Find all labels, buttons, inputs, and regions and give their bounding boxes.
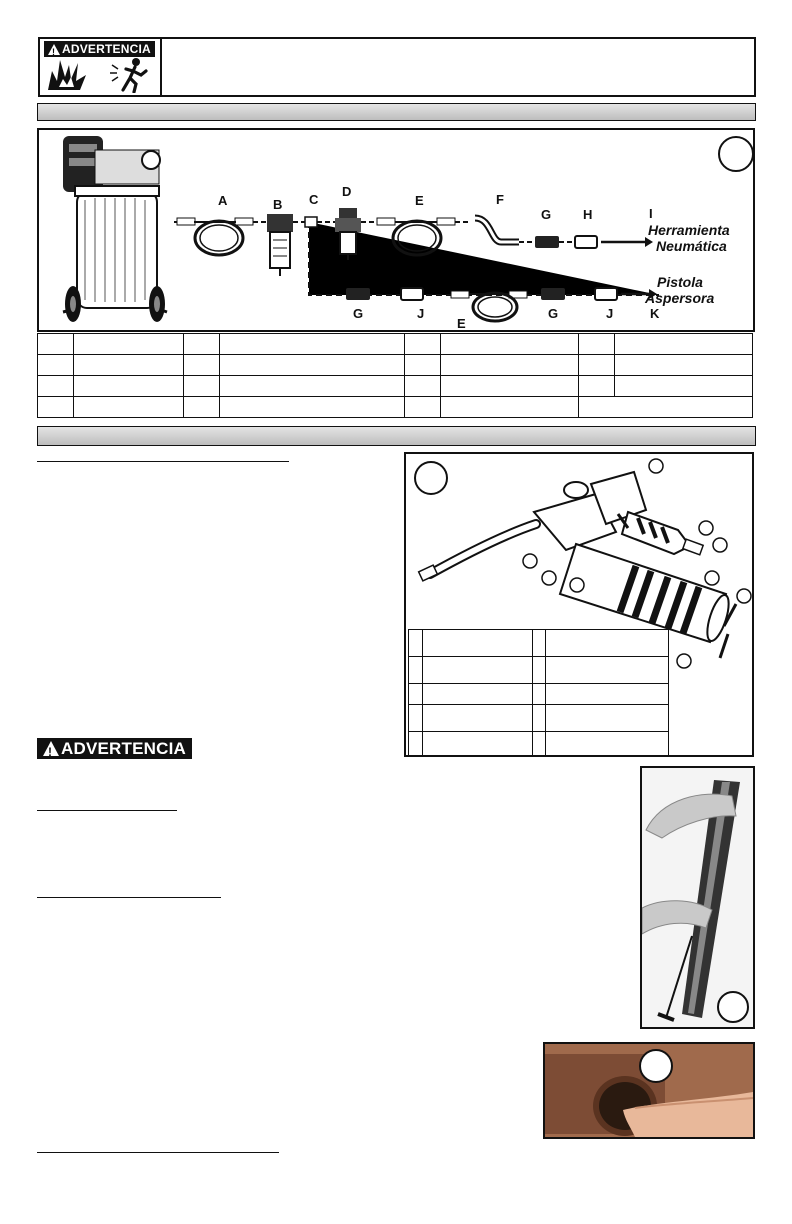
warning-badge bbox=[44, 41, 155, 57]
grease-gun-figure-box bbox=[404, 452, 754, 757]
table-row bbox=[409, 732, 669, 757]
table-row bbox=[38, 397, 753, 418]
table-row bbox=[409, 630, 669, 657]
pneumatic-tool-label-line-1: Herramienta bbox=[648, 222, 730, 238]
pneumatic-tool-label bbox=[648, 222, 730, 254]
warning-triangle-icon bbox=[48, 44, 60, 55]
table-row bbox=[409, 684, 669, 705]
plug-h-drawing bbox=[575, 236, 597, 248]
hose-a-drawing bbox=[174, 218, 253, 255]
pneumatic-tool-label-line-2: Neumática bbox=[656, 238, 727, 254]
warning-badge-text: ADVERTENCIA bbox=[62, 42, 151, 56]
spray-gun-label-line-1: Pistola bbox=[657, 274, 703, 290]
table-row bbox=[38, 334, 753, 355]
table-row bbox=[409, 705, 669, 732]
loading-photo-callout-circle bbox=[717, 991, 749, 1023]
label-e-bottom: E bbox=[457, 316, 466, 331]
table-row bbox=[38, 376, 753, 397]
label-h: H bbox=[583, 207, 593, 222]
tube-photo bbox=[543, 1042, 755, 1139]
label-f: F bbox=[496, 192, 504, 207]
label-k: K bbox=[650, 306, 660, 321]
table-row bbox=[409, 657, 669, 684]
section-header-bar bbox=[37, 426, 756, 446]
coupler-g-bottom-2-drawing bbox=[541, 288, 565, 300]
label-c: C bbox=[309, 192, 319, 207]
warning-icon-cell bbox=[40, 39, 162, 95]
label-d: D bbox=[342, 184, 352, 199]
heading-rule bbox=[37, 461, 289, 462]
air-compressor-drawing bbox=[63, 136, 167, 322]
loading-photo bbox=[640, 766, 755, 1029]
label-b: B bbox=[273, 197, 283, 212]
coupler-g-bottom-1-drawing bbox=[346, 288, 370, 300]
heading-rule bbox=[37, 810, 177, 811]
label-g-bottom-1: G bbox=[353, 306, 364, 321]
explosion-icon bbox=[46, 57, 88, 91]
loading-photo-image bbox=[642, 768, 753, 1027]
label-g-bottom-2: G bbox=[548, 306, 559, 321]
label-g-top: G bbox=[541, 207, 552, 222]
plug-j-bottom-2-drawing bbox=[595, 288, 617, 300]
grease-gun-parts-table bbox=[408, 629, 669, 757]
label-e-top: E bbox=[415, 193, 424, 208]
label-i: I bbox=[649, 206, 653, 221]
spray-gun-label-line-2: Aspersora bbox=[645, 290, 715, 306]
coupler-g-top-drawing bbox=[535, 236, 559, 248]
heading-rule bbox=[37, 897, 221, 898]
section-header-bar bbox=[37, 103, 756, 121]
filter-b-drawing bbox=[253, 214, 293, 276]
heading-rule bbox=[37, 1152, 279, 1153]
spray-gun-label bbox=[645, 274, 715, 306]
figure-1-box bbox=[37, 128, 755, 332]
label-a: A bbox=[218, 193, 228, 208]
label-j-bottom-1: J bbox=[417, 306, 425, 321]
lower-warning-badge bbox=[37, 738, 192, 759]
plug-j-bottom-1-drawing bbox=[401, 288, 423, 300]
electric-shock-person-icon bbox=[106, 57, 150, 93]
warning-triangle-icon bbox=[43, 741, 59, 756]
label-j-bottom-2: J bbox=[606, 306, 614, 321]
tube-photo-callout-circle bbox=[639, 1049, 673, 1083]
lower-warning-badge-text: ADVERTENCIA bbox=[61, 739, 186, 758]
parts-table bbox=[37, 333, 753, 418]
warning-header-box bbox=[38, 37, 756, 97]
table-row bbox=[38, 355, 753, 376]
